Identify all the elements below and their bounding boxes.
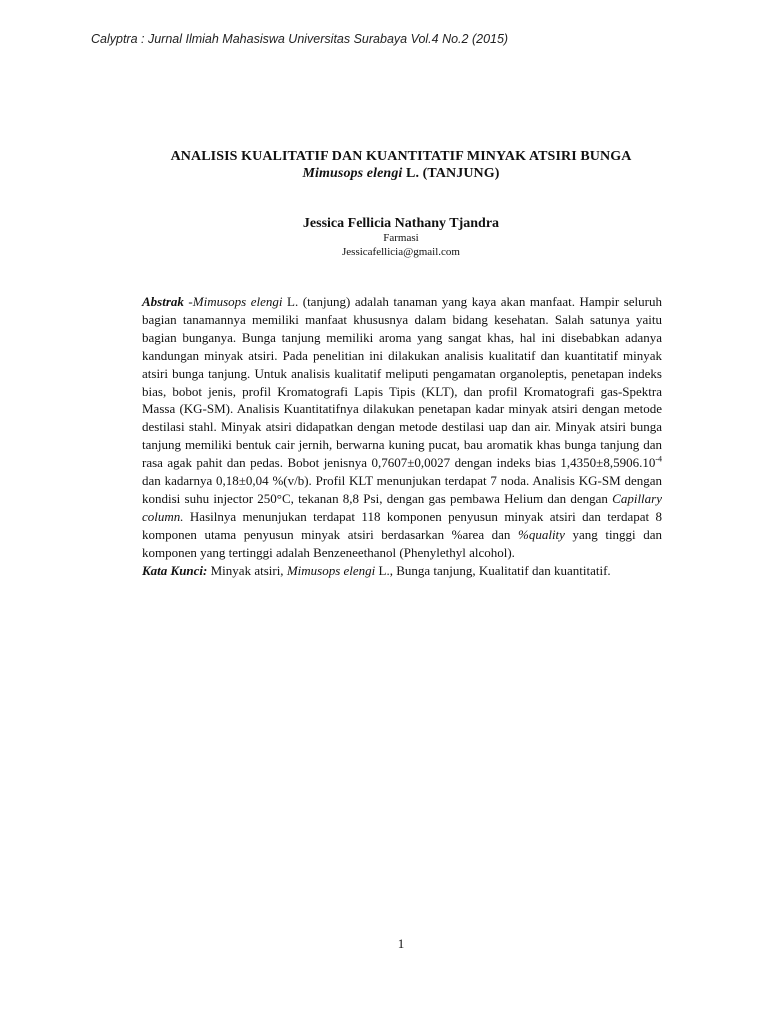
keywords-label: Kata Kunci: — [142, 562, 208, 578]
abstract-text-2: dan kadarnya 0,18±0,04 %(v/b). Profil KLT menunjukan terdapat 7 noda. Analisis KG-SM dengan kondisi suhu injector 250°C, tekanan 8,8 Psi, dengan gas pembawa Helium dan dengan — [142, 473, 662, 506]
keywords-pre: Minyak atsiri, — [207, 562, 287, 578]
running-head: Calyptra : Jurnal Ilmiah Mahasiswa Universitas Surabaya Vol.4 No.2 (2015) — [91, 32, 509, 46]
abstract — [142, 293, 662, 580]
page-number: 1 — [397, 936, 405, 951]
abstract-text-3: Hasilnya menunjukan terdapat 118 komponen penyusun minyak atsiri dan terdapat 8 komponen utama penyusun minyak atsiri berdasarkan %area dan — [142, 508, 662, 542]
author-affiliation: Farmasi — [383, 232, 419, 244]
title-line-1: ANALISIS KUALITATIF DAN KUANTITATIF MINYAK ATSIRI BUNGA — [170, 149, 632, 164]
abstract-capillary: Capillary column. — [142, 490, 662, 524]
title-species: Mimusops elengi — [302, 166, 403, 181]
abstract-text-1: L. (tanjung) adalah tanaman yang kaya akan manfaat. Hampir seluruh bagian tanamannya memiliki manfaat khususnya dalam bidang kesehatan. Salah satunya yaitu bagian bunganya. Bunga tanjung memiliki aroma yang sangat khas, hal ini disebabkan adanya kandungan minyak atsiri. Pada penelitian ini dilakukan analisis kualitatif dan kuantitatif minyak atsiri bunga tanjung. Untuk analisis kualitatif meliputi pengamatan organoleptis, penetapan indeks bias, bobot jenis, profil Kromatografi Lapis Tipis (KLT), dan profil Kromatografi gas-Spektra Massa (KG-SM). Analisis Kuantitatifnya dilakukan penetapan kadar minyak atsiri dengan metode destilasi stahl. Minyak atsiri didapatkan dengan metode destilasi uap dan air. Minyak atsiri bunga tanjung memiliki bentuk cair jernih, berwarna kuning pucat, bau aromatik khas bunga tanjung dan rasa agak pahit dan pedas. Bobot jenisnya 0,7607±0,0027 dengan indeks bias 1,4350±8,5906.10 — [142, 294, 662, 471]
author-name: Jessica Fellicia Nathany Tjandra — [302, 216, 500, 231]
keywords-paragraph — [142, 562, 662, 580]
abstract-exponent: -4 — [655, 454, 662, 464]
abstract-label: Abstrak — [142, 294, 184, 309]
title-line-2-rest: L. (TANJUNG) — [402, 166, 500, 181]
abstract-species: Mimusops elengi — [192, 294, 283, 309]
author-block — [0, 215, 768, 260]
abstract-sep: - — [183, 294, 193, 309]
author-email: Jessicafellicia@gmail.com — [342, 246, 460, 258]
abstract-quality: %quality — [518, 526, 565, 542]
paper-title — [0, 148, 768, 182]
abstract-paragraph — [142, 293, 662, 562]
keywords-species: Mimusops elengi — [286, 562, 376, 578]
title-line-2 — [0, 165, 768, 182]
keywords-post: L., Bunga tanjung, Kualitatif dan kuantitatif. — [375, 562, 611, 578]
abstract-text-4: yang tinggi dan komponen yang tertinggi adalah Benzeneethanol (Phenylethyl alcohol). — [142, 526, 662, 560]
